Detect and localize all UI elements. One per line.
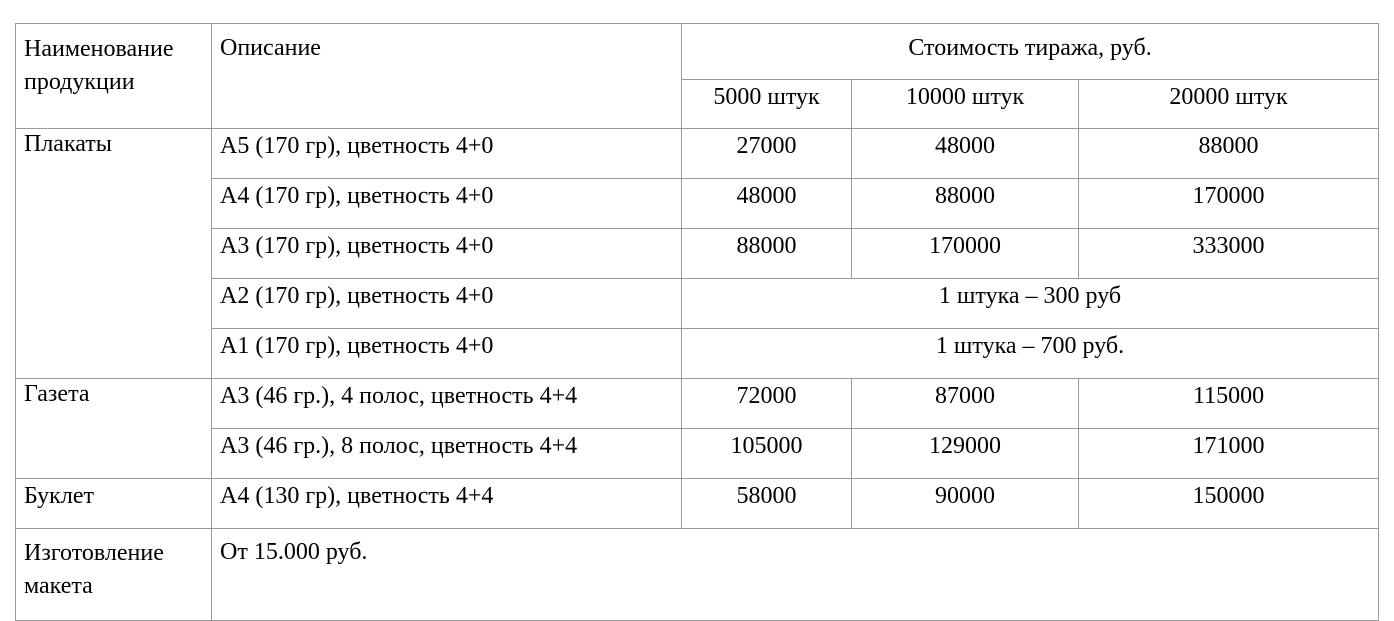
header-row [16, 24, 1379, 80]
table-row [16, 279, 1379, 329]
row-description: А3 (46 гр.), 8 полос, цветность 4+4 [212, 429, 682, 479]
price-20000: 88000 [1079, 129, 1379, 179]
table-row [16, 379, 1379, 429]
header-product: Наименование продукции [16, 24, 212, 129]
header-run-20000: 20000 штук [1079, 80, 1379, 129]
header-run-10000: 10000 штук [852, 80, 1079, 129]
merged-price: 1 штука – 700 руб. [682, 329, 1379, 379]
header-description: Описание [212, 24, 682, 129]
price-10000: 129000 [852, 429, 1079, 479]
price-10000: 88000 [852, 179, 1079, 229]
row-description: А4 (170 гр), цветность 4+0 [212, 179, 682, 229]
price-table [15, 23, 1379, 621]
price-5000: 27000 [682, 129, 852, 179]
table-row [16, 329, 1379, 379]
table-row [16, 179, 1379, 229]
group-name-newspaper: Газета [16, 379, 212, 479]
price-20000: 171000 [1079, 429, 1379, 479]
price-20000: 333000 [1079, 229, 1379, 279]
row-description: А3 (170 гр), цветность 4+0 [212, 229, 682, 279]
group-name-posters: Плакаты [16, 129, 212, 379]
row-description: А5 (170 гр), цветность 4+0 [212, 129, 682, 179]
price-10000: 48000 [852, 129, 1079, 179]
price-20000: 170000 [1079, 179, 1379, 229]
price-10000: 170000 [852, 229, 1079, 279]
price-5000: 72000 [682, 379, 852, 429]
price-10000: 87000 [852, 379, 1079, 429]
table-row [16, 479, 1379, 529]
row-description: А4 (130 гр), цветность 4+4 [212, 479, 682, 529]
group-name-booklet: Буклет [16, 479, 212, 529]
price-5000: 58000 [682, 479, 852, 529]
table-row [16, 229, 1379, 279]
price-5000: 48000 [682, 179, 852, 229]
layout-price: От 15.000 руб. [212, 529, 1379, 621]
price-20000: 150000 [1079, 479, 1379, 529]
table-row [16, 429, 1379, 479]
price-10000: 90000 [852, 479, 1079, 529]
row-description: А2 (170 гр), цветность 4+0 [212, 279, 682, 329]
price-5000: 105000 [682, 429, 852, 479]
price-20000: 115000 [1079, 379, 1379, 429]
row-description: А1 (170 гр), цветность 4+0 [212, 329, 682, 379]
merged-price: 1 штука – 300 руб [682, 279, 1379, 329]
header-run-5000: 5000 штук [682, 80, 852, 129]
header-cost-group: Стоимость тиража, руб. [682, 24, 1379, 80]
row-description: А3 (46 гр.), 4 полос, цветность 4+4 [212, 379, 682, 429]
table-row [16, 529, 1379, 621]
table-row [16, 129, 1379, 179]
group-name-layout: Изготовление макета [16, 529, 212, 621]
price-5000: 88000 [682, 229, 852, 279]
